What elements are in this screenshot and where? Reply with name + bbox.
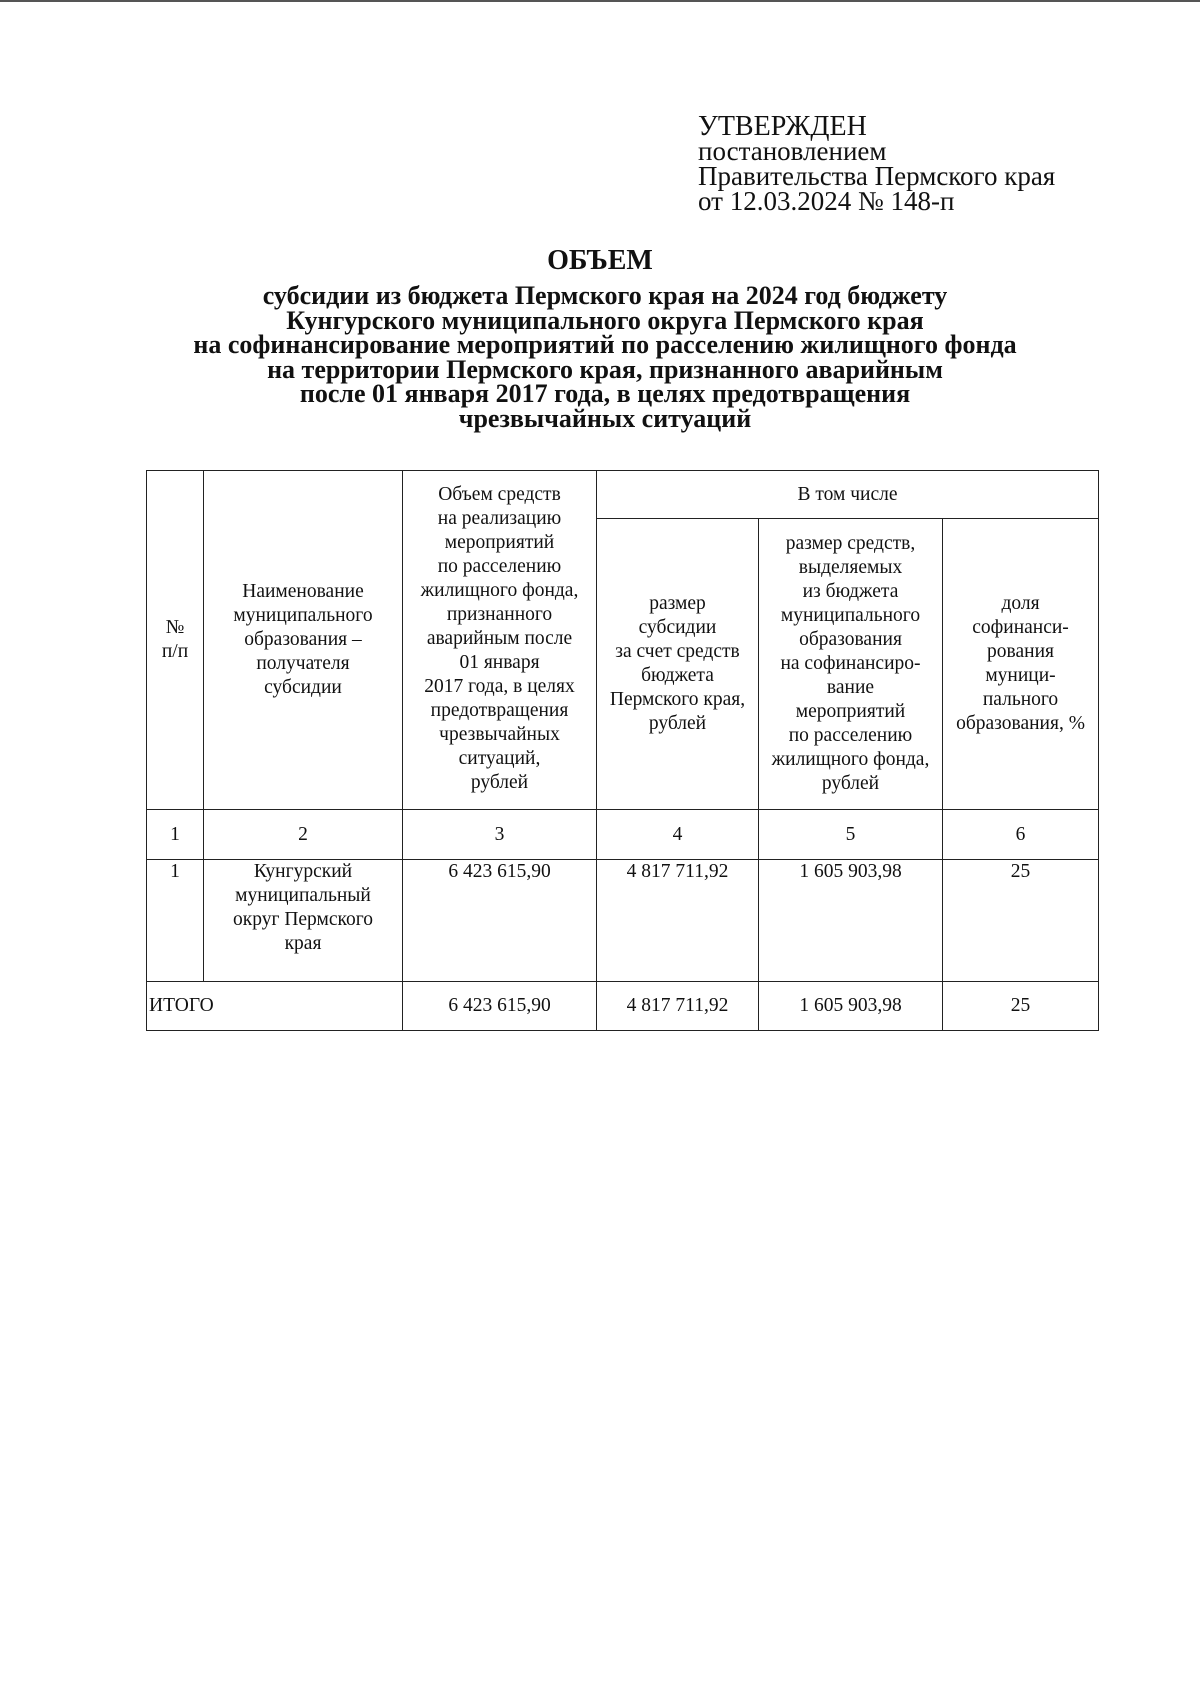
document-subtitle <box>120 281 1090 433</box>
document-title: ОБЪЕМ <box>547 245 653 276</box>
header-share: доля софинанси- рования муници- пального образования, % <box>943 519 1099 810</box>
row-municipality-name: Кунгурский муниципальный округ Пермского края <box>204 860 403 982</box>
approval-line: постановлением <box>698 136 887 166</box>
subtitle-line: чрезвычайных ситуаций <box>458 403 752 433</box>
header-including: В том числе <box>597 471 1099 519</box>
header-total-volume: Объем средств на реализацию мероприятий по расселению жилищного фонда, признанного аварийным после 01 января 2017 года, в целях предотвращения чрезвычайных ситуаций, рублей <box>403 471 597 810</box>
row-municipal-funds: 1 605 903,98 <box>759 860 943 982</box>
column-number: 2 <box>204 810 403 860</box>
column-number: 5 <box>759 810 943 860</box>
column-number: 1 <box>147 810 204 860</box>
column-number: 6 <box>943 810 1099 860</box>
column-number: 3 <box>403 810 597 860</box>
row-subsidy: 4 817 711,92 <box>597 860 759 982</box>
table-row <box>147 860 1099 982</box>
approval-line: УТВЕРЖДЕН <box>698 111 867 142</box>
header-subsidy: размер субсидии за счет средств бюджета Пермского края, рублей <box>597 519 759 810</box>
header-num: № п/п <box>147 471 204 810</box>
row-num: 1 <box>147 860 204 982</box>
total-municipal-funds: 1 605 903,98 <box>759 982 943 1031</box>
table-header-row <box>147 471 1099 519</box>
total-row <box>147 982 1099 1031</box>
page-top-edge <box>0 0 1200 2</box>
approval-line: Правительства Пермского края <box>698 161 1056 191</box>
column-number: 4 <box>597 810 759 860</box>
header-municipality-name: Наименование муниципального образования – получателя субсидии <box>204 471 403 810</box>
subtitle-line: субсидии из бюджета Пермского края на 2024 год бюджету <box>262 281 948 310</box>
total-volume: 6 423 615,90 <box>403 982 597 1031</box>
column-number-row <box>147 810 1099 860</box>
approval-line: от 12.03.2024 № 148-п <box>698 186 955 216</box>
subtitle-line: Кунгурского муниципального округа Пермского края <box>286 305 924 335</box>
total-label: ИТОГО <box>147 982 403 1031</box>
subsidy-table <box>146 470 1099 1031</box>
total-subsidy: 4 817 711,92 <box>597 982 759 1031</box>
subtitle-line: на территории Пермского края, признанного аварийным <box>267 354 943 384</box>
subtitle-line: после 01 января 2017 года, в целях предотвращения <box>299 379 911 408</box>
approval-stamp <box>698 111 1056 216</box>
subtitle-line: на софинансирование мероприятий по расселению жилищного фонда <box>193 330 1017 359</box>
total-share: 25 <box>943 982 1099 1031</box>
row-total-volume: 6 423 615,90 <box>403 860 597 982</box>
row-share: 25 <box>943 860 1099 982</box>
header-municipal-funds: размер средств, выделяемых из бюджета муниципального образования на софинансиро- вание мероприятий по расселению жилищного фонда, рублей <box>759 519 943 810</box>
